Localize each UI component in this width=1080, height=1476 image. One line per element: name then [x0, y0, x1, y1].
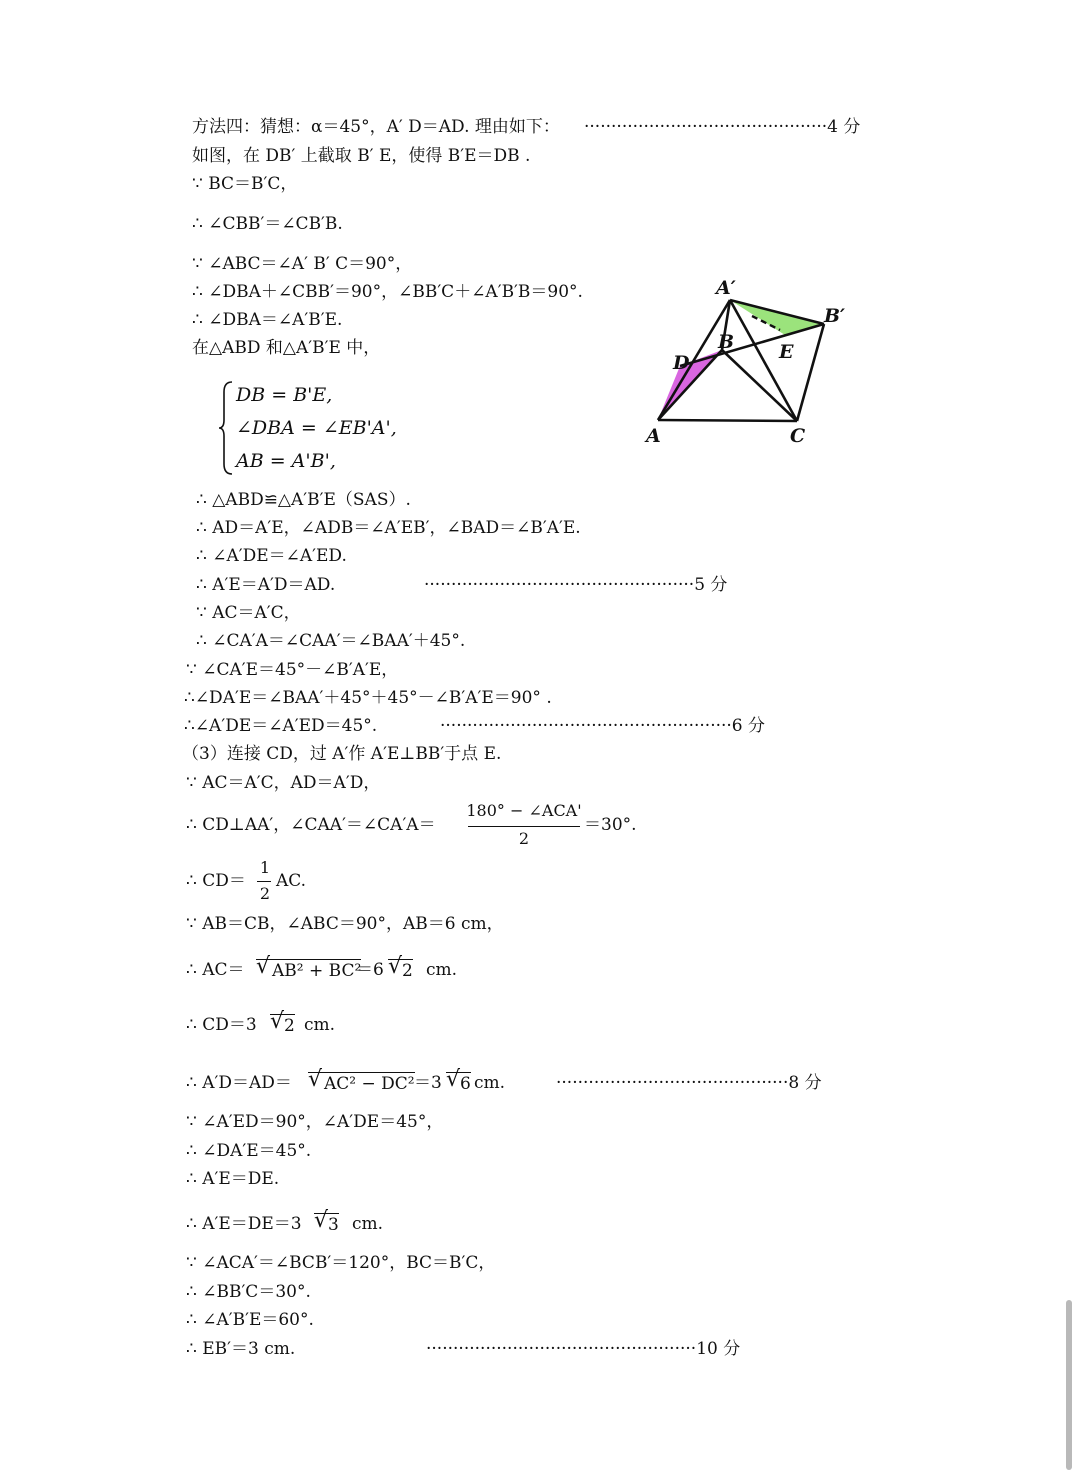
text-line: ∴ ∠CBB′＝∠CB′B. — [192, 214, 343, 234]
fraction-numerator: 1 — [259, 858, 271, 877]
sqrt-radicand: 3 — [328, 1215, 339, 1235]
text-line: ∵ ∠ABC＝∠A′ B′ C＝90°， — [192, 254, 413, 274]
text-line: （3）连接 CD，过 A′作 A′E⊥BB′于点 E. — [182, 744, 502, 764]
text-line: ∵ AC＝A′C，AD＝A′D， — [186, 773, 381, 793]
sqrt-radicand: AB² + BC² — [272, 961, 362, 981]
text-line: ∴∠DA′E＝∠BAA′＋45°＋45°－∠B′A′E＝90° . — [184, 688, 552, 708]
text-line: ∴ ∠CA′A＝∠CAA′＝∠BAA′＋45°. — [196, 631, 466, 651]
condition-2: ∠DBA = ∠EB'A', — [236, 417, 397, 439]
text-line: ∵ ∠CA′E＝45°－∠B′A′E， — [186, 660, 399, 680]
sqrt-expression — [446, 1067, 471, 1095]
label-a-prime: A′ — [716, 277, 736, 299]
score-marker: ··················································5 分 — [424, 575, 728, 595]
text-line: ＝6 — [356, 960, 384, 980]
radical-sign: √ — [256, 954, 271, 979]
radical-sign: √ — [308, 1067, 323, 1092]
congruence-conditions — [236, 379, 397, 478]
text-line: AC. — [276, 871, 307, 891]
text-line: ∴ ∠DBA＋∠CBB′＝90°，∠BB′C＋∠A′B′B＝90°. — [192, 282, 583, 302]
text-line: ∴ △ABD≌△A′B′E（SAS）. — [196, 490, 411, 510]
text-line: ∴ A′D＝AD＝ — [186, 1073, 292, 1093]
text-line: cm. — [304, 1015, 336, 1035]
sqrt-expression — [256, 954, 362, 982]
text-line: ∴ CD＝ — [186, 871, 246, 891]
geometry-figure — [640, 272, 860, 452]
label-a: A — [646, 425, 661, 447]
text-line: ∴ ∠A′B′E＝60°. — [186, 1310, 314, 1330]
shaded-triangle-a-prime-b-prime-e — [730, 300, 824, 335]
text-line: ∴ ∠DA′E＝45°. — [186, 1141, 312, 1161]
text-line: ＝30°. — [584, 815, 637, 835]
text-line: ∴ A′E＝DE. — [186, 1169, 280, 1189]
text-line: 在△ABD 和△A′B′E 中， — [192, 338, 381, 358]
text-line: ∵ BC＝B′C， — [192, 174, 298, 194]
text-line: cm. — [426, 960, 458, 980]
fraction-bar — [468, 826, 580, 827]
text-line: ∴∠A′DE＝∠A′ED＝45°. — [184, 716, 378, 736]
text-line: ∴ CD⊥AA′，∠CAA′＝∠CA′A＝ — [186, 815, 436, 835]
brace-symbol — [218, 380, 234, 476]
label-d: D — [673, 352, 690, 374]
text-line: ∴ A′E＝A′D＝AD. — [196, 575, 336, 595]
radical-sign: √ — [446, 1067, 461, 1092]
radical-sign: √ — [314, 1208, 329, 1233]
text-line: ＝3 — [414, 1073, 442, 1093]
radical-sign: √ — [270, 1009, 285, 1034]
text-line: ∴ EB′＝3 cm. — [186, 1339, 296, 1359]
score-marker: ···········································8 分 — [556, 1073, 822, 1093]
score-marker: ·············································4 分 — [584, 117, 861, 137]
text-line: ∴ A′E＝DE＝3 — [186, 1214, 302, 1234]
label-c: C — [790, 425, 806, 447]
text-line: ∴ CD＝3 — [186, 1015, 257, 1035]
sqrt-radicand: 2 — [284, 1016, 295, 1036]
fraction-numerator: 180° − ∠ACA' — [466, 801, 582, 820]
text-line: cm. — [352, 1214, 384, 1234]
text-line: ∴ AD＝A′E，∠ADB＝∠A′EB′，∠BAD＝∠B′A′E. — [196, 518, 581, 538]
fraction-denominator: 2 — [518, 829, 530, 848]
score-marker: ······················································6 分 — [440, 716, 766, 736]
text-line: ∵ ∠A′ED＝90°，∠A′DE＝45°， — [186, 1112, 444, 1132]
text-line: ∴ ∠BB′C＝30°. — [186, 1282, 311, 1302]
text-line: ∴ ∠A′DE＝∠A′ED. — [196, 546, 347, 566]
text-line: ∵ AC＝A′C， — [196, 603, 301, 623]
sqrt-expression — [270, 1009, 295, 1037]
vertical-scrollbar[interactable] — [1066, 1300, 1072, 1470]
sqrt-expression — [314, 1208, 339, 1236]
score-marker: ··················································10 分 — [426, 1339, 741, 1359]
text-line: ∵ AB＝CB，∠ABC＝90°，AB＝6 cm， — [186, 914, 504, 934]
sqrt-radicand: 2 — [402, 961, 413, 981]
sqrt-radicand: AC² − DC² — [324, 1074, 415, 1094]
text-line: 方法四：猜想：α＝45°，A′ D＝AD. 理由如下： — [192, 117, 560, 137]
text-line: ∵ ∠ACA′＝∠BCB′＝120°，BC＝B′C， — [186, 1253, 496, 1273]
fraction-denominator: 2 — [259, 884, 271, 903]
text-line: cm. — [474, 1073, 506, 1093]
sqrt-radicand: 6 — [460, 1074, 471, 1094]
text-line: ∴ AC＝ — [186, 960, 245, 980]
radical-sign: √ — [388, 954, 403, 979]
label-b: B — [718, 331, 735, 353]
label-e: E — [779, 341, 794, 363]
condition-1: DB = B'E, — [236, 384, 333, 406]
condition-3: AB = A'B', — [236, 450, 336, 472]
sqrt-expression — [308, 1067, 415, 1095]
label-b-prime: B′ — [824, 305, 846, 327]
fraction-bar — [257, 881, 271, 882]
text-line: ∴ ∠DBA＝∠A′B′E. — [192, 310, 343, 330]
sqrt-expression — [388, 954, 413, 982]
text-line: 如图，在 DB′ 上截取 B′ E，使得 B′E＝DB . — [192, 146, 531, 166]
